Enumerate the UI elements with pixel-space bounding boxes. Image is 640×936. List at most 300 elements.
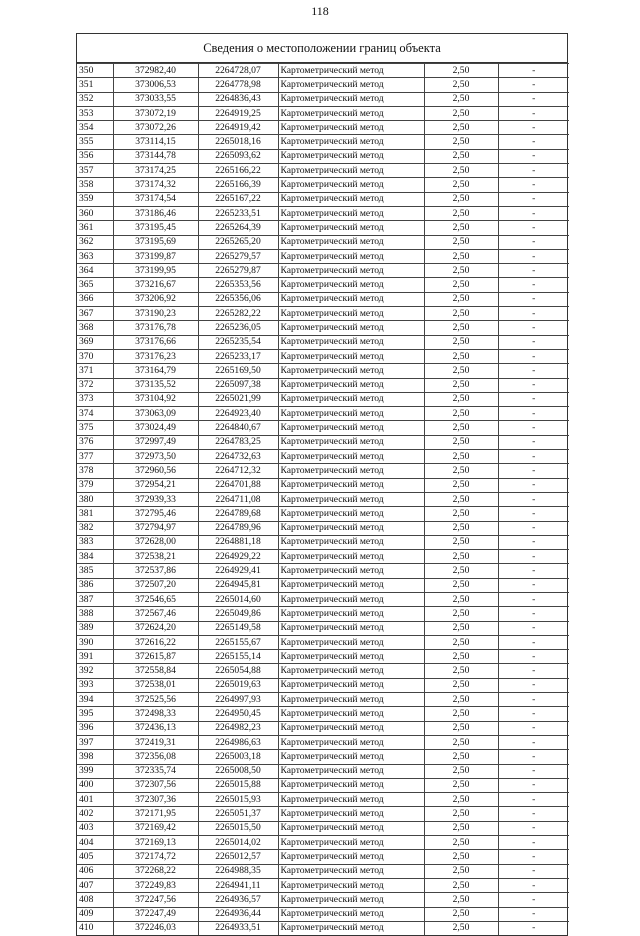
point-number-cell: 405 [77, 850, 113, 864]
x-coordinate-cell: 372249,83 [113, 878, 198, 892]
method-cell: Картометрический метод [278, 564, 424, 578]
accuracy-cell: 2,50 [424, 607, 498, 621]
table-row [77, 735, 569, 749]
method-cell: Картометрический метод [278, 321, 424, 335]
point-number-cell: 403 [77, 821, 113, 835]
x-coordinate-cell: 373063,09 [113, 407, 198, 421]
note-cell: - [498, 92, 569, 106]
table-title: Сведения о местоположении границ объекта [77, 34, 567, 63]
method-cell: Картометрический метод [278, 478, 424, 492]
y-coordinate-cell: 2265149,58 [198, 621, 278, 635]
accuracy-cell: 2,50 [424, 764, 498, 778]
method-cell: Картометрический метод [278, 335, 424, 349]
accuracy-cell: 2,50 [424, 450, 498, 464]
y-coordinate-cell: 2264941,11 [198, 878, 278, 892]
y-coordinate-cell: 2265015,88 [198, 778, 278, 792]
y-coordinate-cell: 2264840,67 [198, 421, 278, 435]
note-cell: - [498, 893, 569, 907]
table-row [77, 178, 569, 192]
x-coordinate-cell: 372538,01 [113, 678, 198, 692]
y-coordinate-cell: 2264919,25 [198, 106, 278, 120]
method-cell: Картометрический метод [278, 850, 424, 864]
table-row [77, 721, 569, 735]
y-coordinate-cell: 2265054,88 [198, 664, 278, 678]
x-coordinate-cell: 372335,74 [113, 764, 198, 778]
y-coordinate-cell: 2265235,54 [198, 335, 278, 349]
method-cell: Картометрический метод [278, 693, 424, 707]
note-cell: - [498, 721, 569, 735]
note-cell: - [498, 550, 569, 564]
method-cell: Картометрический метод [278, 678, 424, 692]
point-number-cell: 369 [77, 335, 113, 349]
method-cell: Картометрический метод [278, 78, 424, 92]
table-row [77, 464, 569, 478]
y-coordinate-cell: 2265169,50 [198, 364, 278, 378]
y-coordinate-cell: 2264988,35 [198, 864, 278, 878]
table-row [77, 592, 569, 606]
note-cell: - [498, 850, 569, 864]
x-coordinate-cell: 372525,56 [113, 693, 198, 707]
method-cell: Картометрический метод [278, 206, 424, 220]
method-cell: Картометрический метод [278, 106, 424, 120]
x-coordinate-cell: 372960,56 [113, 464, 198, 478]
accuracy-cell: 2,50 [424, 492, 498, 506]
point-number-cell: 407 [77, 878, 113, 892]
method-cell: Картометрический метод [278, 192, 424, 206]
y-coordinate-cell: 2264783,25 [198, 435, 278, 449]
note-cell: - [498, 607, 569, 621]
note-cell: - [498, 592, 569, 606]
table-row [77, 235, 569, 249]
accuracy-cell: 2,50 [424, 750, 498, 764]
note-cell: - [498, 450, 569, 464]
note-cell: - [498, 864, 569, 878]
note-cell: - [498, 264, 569, 278]
method-cell: Картометрический метод [278, 793, 424, 807]
accuracy-cell: 2,50 [424, 292, 498, 306]
x-coordinate-cell: 373174,54 [113, 192, 198, 206]
note-cell: - [498, 878, 569, 892]
accuracy-cell: 2,50 [424, 435, 498, 449]
accuracy-cell: 2,50 [424, 621, 498, 635]
accuracy-cell: 2,50 [424, 135, 498, 149]
accuracy-cell: 2,50 [424, 535, 498, 549]
method-cell: Картометрический метод [278, 778, 424, 792]
point-number-cell: 389 [77, 621, 113, 635]
note-cell: - [498, 664, 569, 678]
x-coordinate-cell: 373190,23 [113, 307, 198, 321]
accuracy-cell: 2,50 [424, 206, 498, 220]
note-cell: - [498, 750, 569, 764]
table-row [77, 192, 569, 206]
note-cell: - [498, 807, 569, 821]
x-coordinate-cell: 373176,66 [113, 335, 198, 349]
table-row [77, 621, 569, 635]
x-coordinate-cell: 372268,22 [113, 864, 198, 878]
point-number-cell: 382 [77, 521, 113, 535]
table-row [77, 707, 569, 721]
table-row [77, 550, 569, 564]
point-number-cell: 409 [77, 907, 113, 921]
point-number-cell: 354 [77, 121, 113, 135]
y-coordinate-cell: 2264933,51 [198, 921, 278, 935]
accuracy-cell: 2,50 [424, 249, 498, 263]
accuracy-cell: 2,50 [424, 178, 498, 192]
method-cell: Картометрический метод [278, 149, 424, 163]
note-cell: - [498, 307, 569, 321]
method-cell: Картометрический метод [278, 235, 424, 249]
y-coordinate-cell: 2265021,99 [198, 392, 278, 406]
y-coordinate-cell: 2265051,37 [198, 807, 278, 821]
table-row [77, 292, 569, 306]
y-coordinate-cell: 2265019,63 [198, 678, 278, 692]
x-coordinate-cell: 372507,20 [113, 578, 198, 592]
table-row [77, 92, 569, 106]
method-cell: Картометрический метод [278, 378, 424, 392]
method-cell: Картометрический метод [278, 421, 424, 435]
y-coordinate-cell: 2264881,18 [198, 535, 278, 549]
table-row [77, 578, 569, 592]
page-number: 118 [311, 4, 329, 18]
coordinates-table-body [77, 64, 569, 936]
point-number-cell: 352 [77, 92, 113, 106]
point-number-cell: 367 [77, 307, 113, 321]
note-cell: - [498, 421, 569, 435]
point-number-cell: 391 [77, 650, 113, 664]
point-number-cell: 408 [77, 893, 113, 907]
point-number-cell: 398 [77, 750, 113, 764]
method-cell: Картометрический метод [278, 392, 424, 406]
point-number-cell: 388 [77, 607, 113, 621]
point-number-cell: 375 [77, 421, 113, 435]
table-row [77, 435, 569, 449]
note-cell: - [498, 278, 569, 292]
table-row [77, 78, 569, 92]
method-cell: Картометрический метод [278, 650, 424, 664]
table-row [77, 678, 569, 692]
note-cell: - [498, 921, 569, 935]
table-row [77, 535, 569, 549]
note-cell: - [498, 564, 569, 578]
accuracy-cell: 2,50 [424, 521, 498, 535]
y-coordinate-cell: 2264789,96 [198, 521, 278, 535]
accuracy-cell: 2,50 [424, 407, 498, 421]
x-coordinate-cell: 372436,13 [113, 721, 198, 735]
y-coordinate-cell: 2265097,38 [198, 378, 278, 392]
table-row [77, 307, 569, 321]
point-number-cell: 404 [77, 836, 113, 850]
table-row [77, 364, 569, 378]
y-coordinate-cell: 2265155,67 [198, 635, 278, 649]
y-coordinate-cell: 2265167,22 [198, 192, 278, 206]
note-cell: - [498, 206, 569, 220]
point-number-cell: 381 [77, 507, 113, 521]
accuracy-cell: 2,50 [424, 592, 498, 606]
table-row [77, 650, 569, 664]
note-cell: - [498, 778, 569, 792]
y-coordinate-cell: 2265155,14 [198, 650, 278, 664]
note-cell: - [498, 407, 569, 421]
note-cell: - [498, 192, 569, 206]
table-row [77, 921, 569, 935]
accuracy-cell: 2,50 [424, 907, 498, 921]
point-number-cell: 358 [77, 178, 113, 192]
y-coordinate-cell: 2265014,02 [198, 836, 278, 850]
note-cell: - [498, 521, 569, 535]
accuracy-cell: 2,50 [424, 64, 498, 78]
x-coordinate-cell: 372567,46 [113, 607, 198, 621]
x-coordinate-cell: 373033,55 [113, 92, 198, 106]
note-cell: - [498, 164, 569, 178]
method-cell: Картометрический метод [278, 821, 424, 835]
accuracy-cell: 2,50 [424, 893, 498, 907]
note-cell: - [498, 221, 569, 235]
accuracy-cell: 2,50 [424, 149, 498, 163]
x-coordinate-cell: 373206,92 [113, 292, 198, 306]
method-cell: Картометрический метод [278, 364, 424, 378]
y-coordinate-cell: 2265279,87 [198, 264, 278, 278]
method-cell: Картометрический метод [278, 92, 424, 106]
method-cell: Картометрический метод [278, 64, 424, 78]
accuracy-cell: 2,50 [424, 192, 498, 206]
note-cell: - [498, 635, 569, 649]
y-coordinate-cell: 2264712,32 [198, 464, 278, 478]
x-coordinate-cell: 373164,79 [113, 364, 198, 378]
accuracy-cell: 2,50 [424, 678, 498, 692]
table-row [77, 221, 569, 235]
table-row [77, 793, 569, 807]
y-coordinate-cell: 2265233,51 [198, 206, 278, 220]
note-cell: - [498, 392, 569, 406]
point-number-cell: 373 [77, 392, 113, 406]
point-number-cell: 400 [77, 778, 113, 792]
note-cell: - [498, 535, 569, 549]
note-cell: - [498, 64, 569, 78]
table-row [77, 864, 569, 878]
point-number-cell: 385 [77, 564, 113, 578]
point-number-cell: 377 [77, 450, 113, 464]
point-number-cell: 410 [77, 921, 113, 935]
y-coordinate-cell: 2265018,16 [198, 135, 278, 149]
method-cell: Картометрический метод [278, 435, 424, 449]
x-coordinate-cell: 372174,72 [113, 850, 198, 864]
table-row [77, 249, 569, 263]
x-coordinate-cell: 372498,33 [113, 707, 198, 721]
point-number-cell: 356 [77, 149, 113, 163]
note-cell: - [498, 121, 569, 135]
y-coordinate-cell: 2265093,62 [198, 149, 278, 163]
point-number-cell: 393 [77, 678, 113, 692]
y-coordinate-cell: 2264986,63 [198, 735, 278, 749]
y-coordinate-cell: 2264950,45 [198, 707, 278, 721]
accuracy-cell: 2,50 [424, 721, 498, 735]
note-cell: - [498, 836, 569, 850]
point-number-cell: 402 [77, 807, 113, 821]
note-cell: - [498, 707, 569, 721]
x-coordinate-cell: 373186,46 [113, 206, 198, 220]
method-cell: Картометрический метод [278, 921, 424, 935]
x-coordinate-cell: 373104,92 [113, 392, 198, 406]
table-row [77, 206, 569, 220]
table-row [77, 750, 569, 764]
x-coordinate-cell: 373195,45 [113, 221, 198, 235]
note-cell: - [498, 693, 569, 707]
x-coordinate-cell: 373072,26 [113, 121, 198, 135]
note-cell: - [498, 135, 569, 149]
x-coordinate-cell: 372171,95 [113, 807, 198, 821]
accuracy-cell: 2,50 [424, 836, 498, 850]
note-cell: - [498, 378, 569, 392]
accuracy-cell: 2,50 [424, 564, 498, 578]
point-number-cell: 394 [77, 693, 113, 707]
table-row [77, 149, 569, 163]
method-cell: Картометрический метод [278, 607, 424, 621]
note-cell: - [498, 507, 569, 521]
x-coordinate-cell: 372973,50 [113, 450, 198, 464]
method-cell: Картометрический метод [278, 292, 424, 306]
x-coordinate-cell: 372997,49 [113, 435, 198, 449]
point-number-cell: 363 [77, 249, 113, 263]
point-number-cell: 371 [77, 364, 113, 378]
x-coordinate-cell: 373176,23 [113, 349, 198, 363]
accuracy-cell: 2,50 [424, 378, 498, 392]
accuracy-cell: 2,50 [424, 164, 498, 178]
method-cell: Картометрический метод [278, 578, 424, 592]
boundary-table-frame [76, 33, 568, 936]
y-coordinate-cell: 2265015,93 [198, 793, 278, 807]
y-coordinate-cell: 2265279,57 [198, 249, 278, 263]
note-cell: - [498, 106, 569, 120]
table-row [77, 693, 569, 707]
x-coordinate-cell: 372982,40 [113, 64, 198, 78]
method-cell: Картометрический метод [278, 807, 424, 821]
accuracy-cell: 2,50 [424, 507, 498, 521]
accuracy-cell: 2,50 [424, 864, 498, 878]
point-number-cell: 368 [77, 321, 113, 335]
point-number-cell: 353 [77, 106, 113, 120]
x-coordinate-cell: 372628,00 [113, 535, 198, 549]
x-coordinate-cell: 372169,42 [113, 821, 198, 835]
table-row [77, 907, 569, 921]
accuracy-cell: 2,50 [424, 807, 498, 821]
method-cell: Картометрический метод [278, 407, 424, 421]
y-coordinate-cell: 2264711,08 [198, 492, 278, 506]
method-cell: Картометрический метод [278, 178, 424, 192]
y-coordinate-cell: 2265014,60 [198, 592, 278, 606]
accuracy-cell: 2,50 [424, 321, 498, 335]
x-coordinate-cell: 372615,87 [113, 650, 198, 664]
method-cell: Картометрический метод [278, 507, 424, 521]
y-coordinate-cell: 2265012,57 [198, 850, 278, 864]
accuracy-cell: 2,50 [424, 664, 498, 678]
x-coordinate-cell: 373199,87 [113, 249, 198, 263]
method-cell: Картометрический метод [278, 349, 424, 363]
table-row [77, 407, 569, 421]
point-number-cell: 355 [77, 135, 113, 149]
table-row [77, 607, 569, 621]
y-coordinate-cell: 2265049,86 [198, 607, 278, 621]
x-coordinate-cell: 373216,67 [113, 278, 198, 292]
table-row [77, 507, 569, 521]
note-cell: - [498, 321, 569, 335]
x-coordinate-cell: 372356,08 [113, 750, 198, 764]
x-coordinate-cell: 373006,53 [113, 78, 198, 92]
table-row [77, 64, 569, 78]
accuracy-cell: 2,50 [424, 735, 498, 749]
note-cell: - [498, 364, 569, 378]
point-number-cell: 365 [77, 278, 113, 292]
note-cell: - [498, 578, 569, 592]
y-coordinate-cell: 2264936,44 [198, 907, 278, 921]
x-coordinate-cell: 372616,22 [113, 635, 198, 649]
method-cell: Картометрический метод [278, 135, 424, 149]
accuracy-cell: 2,50 [424, 335, 498, 349]
table-row [77, 378, 569, 392]
accuracy-cell: 2,50 [424, 264, 498, 278]
accuracy-cell: 2,50 [424, 421, 498, 435]
note-cell: - [498, 478, 569, 492]
accuracy-cell: 2,50 [424, 106, 498, 120]
accuracy-cell: 2,50 [424, 821, 498, 835]
note-cell: - [498, 292, 569, 306]
note-cell: - [498, 764, 569, 778]
method-cell: Картометрический метод [278, 450, 424, 464]
x-coordinate-cell: 373176,78 [113, 321, 198, 335]
accuracy-cell: 2,50 [424, 707, 498, 721]
y-coordinate-cell: 2264732,63 [198, 450, 278, 464]
point-number-cell: 372 [77, 378, 113, 392]
y-coordinate-cell: 2264982,23 [198, 721, 278, 735]
method-cell: Картометрический метод [278, 907, 424, 921]
point-number-cell: 390 [77, 635, 113, 649]
x-coordinate-cell: 372246,03 [113, 921, 198, 935]
x-coordinate-cell: 372954,21 [113, 478, 198, 492]
accuracy-cell: 2,50 [424, 550, 498, 564]
table-row [77, 821, 569, 835]
point-number-cell: 395 [77, 707, 113, 721]
method-cell: Картометрический метод [278, 535, 424, 549]
point-number-cell: 360 [77, 206, 113, 220]
point-number-cell: 406 [77, 864, 113, 878]
accuracy-cell: 2,50 [424, 793, 498, 807]
table-row [77, 450, 569, 464]
point-number-cell: 374 [77, 407, 113, 421]
y-coordinate-cell: 2265282,22 [198, 307, 278, 321]
note-cell: - [498, 821, 569, 835]
y-coordinate-cell: 2265353,56 [198, 278, 278, 292]
accuracy-cell: 2,50 [424, 235, 498, 249]
note-cell: - [498, 349, 569, 363]
table-row [77, 392, 569, 406]
point-number-cell: 370 [77, 349, 113, 363]
note-cell: - [498, 435, 569, 449]
y-coordinate-cell: 2265166,22 [198, 164, 278, 178]
point-number-cell: 379 [77, 478, 113, 492]
table-row [77, 278, 569, 292]
method-cell: Картометрический метод [278, 735, 424, 749]
y-coordinate-cell: 2265356,06 [198, 292, 278, 306]
note-cell: - [498, 464, 569, 478]
table-row [77, 492, 569, 506]
y-coordinate-cell: 2265265,20 [198, 235, 278, 249]
note-cell: - [498, 793, 569, 807]
table-row [77, 135, 569, 149]
point-number-cell: 396 [77, 721, 113, 735]
method-cell: Картометрический метод [278, 278, 424, 292]
x-coordinate-cell: 372419,31 [113, 735, 198, 749]
y-coordinate-cell: 2264789,68 [198, 507, 278, 521]
coordinates-table [77, 63, 569, 935]
